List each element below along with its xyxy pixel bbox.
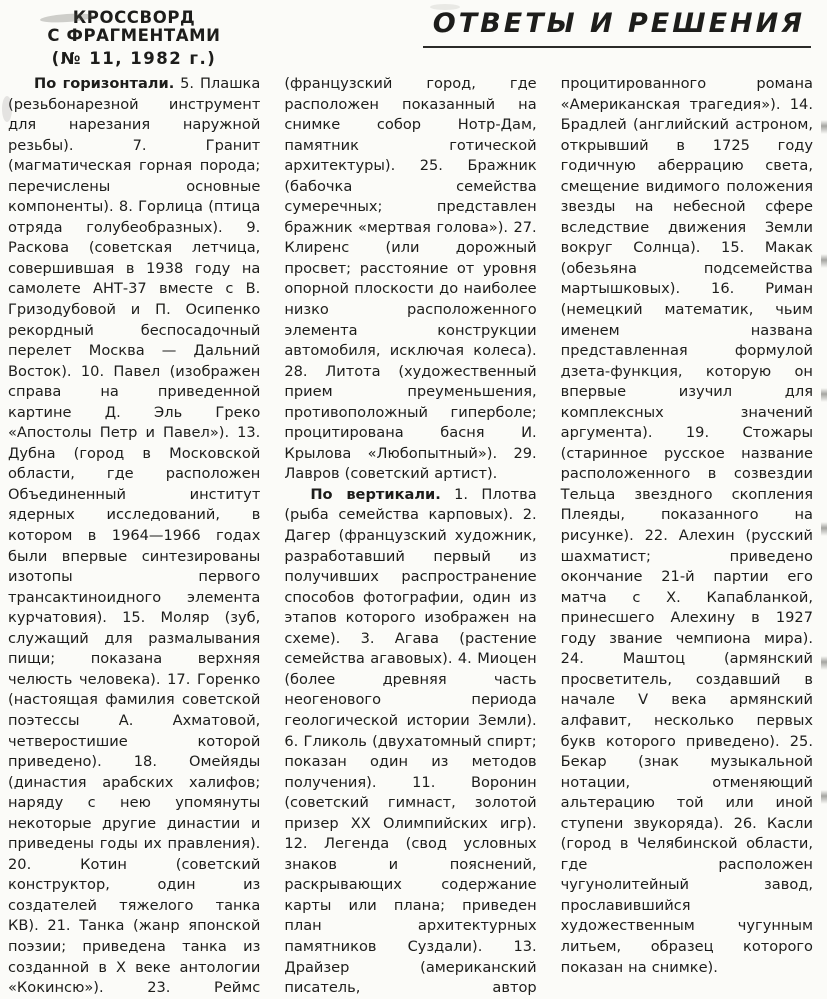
article-body: [8, 74, 813, 999]
answers-title: ОТВЕТЫ И РЕШЕНИЯ: [423, 8, 811, 48]
crossword-title-line-1: КРОССВОРД: [72, 8, 196, 27]
across-text: 5. Плашка (резьбонарезной инструмент для нарезания наружной резьбы). 7. Гранит (магматическая горная порода; перечислены основные компоненты). 8. Горлица (птица отряда голубеобразных). 9. Раскова (советская летчица, совершившая в 1938 году на самолете АНТ-37 вместе с В. Гризодубовой и П. Осипенко рекордный беспосадочный перелет Москва — Дальний Восток). 10. Павел (изображен справа на приведенной картине Д. Эль Греко «Апостолы Петр и Павел»). 13. Дубна (город в Московской области, где расположен Объединенный институт ядерных исследований, в котором в 1964—1966 годах были впервые синтезированы изотопы первого трансактиноидного элемента курчатовия). 15. Моляр (зуб, служащий для размалывания пищи; показана верхняя челюсть человека). 17. Горенко (настоящая фамилия советской поэтессы А. Ахматовой, четверостишие которой приведено). 18. Омейяды (династия арабских халифов; наряду с нею упомянуты некоторые другие династии и приведены годы их правления). 20. Котин (советский конструктор, один из создателей тяжелого танка КВ). 21. Танка (жанр японской поэзии; приведена танка из созданной в X веке антологии «Кокинсю»). 23. Реймс (французский город, где расположен показанный на снимке собор Нотр-Дам, памятник готической архитектуры). 25. Бражник (бабочка семейства сумеречных; представлен бражник «мертвая голова»). 27. Клиренс (или дорожный просвет; расстояние от уровня опорной плоскости до наиболее низко расположенного элемента конструкции автомобиля, исключая колеса). 28. Литота (художественный прием преуменьшения, противоположный гиперболе; процитирована басня И. Крылова «Любопытный»). 29. Лавров (советский артист).: [8, 75, 537, 997]
crossword-issue-number: (№ 11, 1982 г.): [51, 49, 217, 68]
page-header: [8, 6, 813, 70]
crossword-title-line-2: С ФРАГМЕНТАМИ: [47, 26, 221, 45]
scan-edge-artifact: [821, 0, 827, 896]
down-text: 1. Плотва (рыба семейства карповых). 2. Дагер (французский художник, разработавший первый из получивших распространение способов фотографии, один из этапов которого изображен на схеме). 3. Агава (растение семейства агавовых). 4. Миоцен (более древняя часть неогенового периода геологической истории Земли). 6. Гликоль (двухатомный спирт; показан один из методов получения). 11. Воронин (советский гимнаст, золотой призер XX Олимпийских игр). 12. Легенда (свод условных знаков и пояснений, раскрывающих содержание карты или плана; приведен план архитектурных памятников Суздали). 13. Драйзер (американский писатель, автор процитированного романа «Американская трагедия»). 14. Брадлей (английский астроном, открывший в 1725 году годичную аберрацию света, смещение видимого положения звезды на небесной сфере вследствие движения Земли вокруг Солнца). 15. Макак (обезьяна подсемейства мартышковых). 16. Риман (немецкий математик, чьим именем названа представленная формулой дзета-функция, которую он впервые изучил для комплексных значений аргумента). 19. Стожары (старинное русское название расположенного в созвездии Тельца звездного скопления Плеяды, показанного на рисунке). 22. Алехин (русский шахматист; приведено окончание 21-й партии его матча с Х. Капабланкой, принесшего Алехину в 1927 году звание чемпиона мира). 24. Маштоц (армянский просветитель, создавший в начале V века армянский алфавит, несколько первых букв которого приведено). 25. Бекар (знак музыкальной нотации, отменяющий альтерацию той или иной ступени звукоряда). 26. Касли (город в Челябинской области, где расположен чугунолитейный завод, прославившийся художественным чугунным литьем, образец которого показан на снимке).: [284, 75, 813, 997]
down-label: По вертикали.: [310, 485, 441, 503]
answers-header: [423, 8, 811, 48]
crossword-title: [8, 6, 260, 68]
across-label: По горизонтали.: [34, 75, 175, 92]
